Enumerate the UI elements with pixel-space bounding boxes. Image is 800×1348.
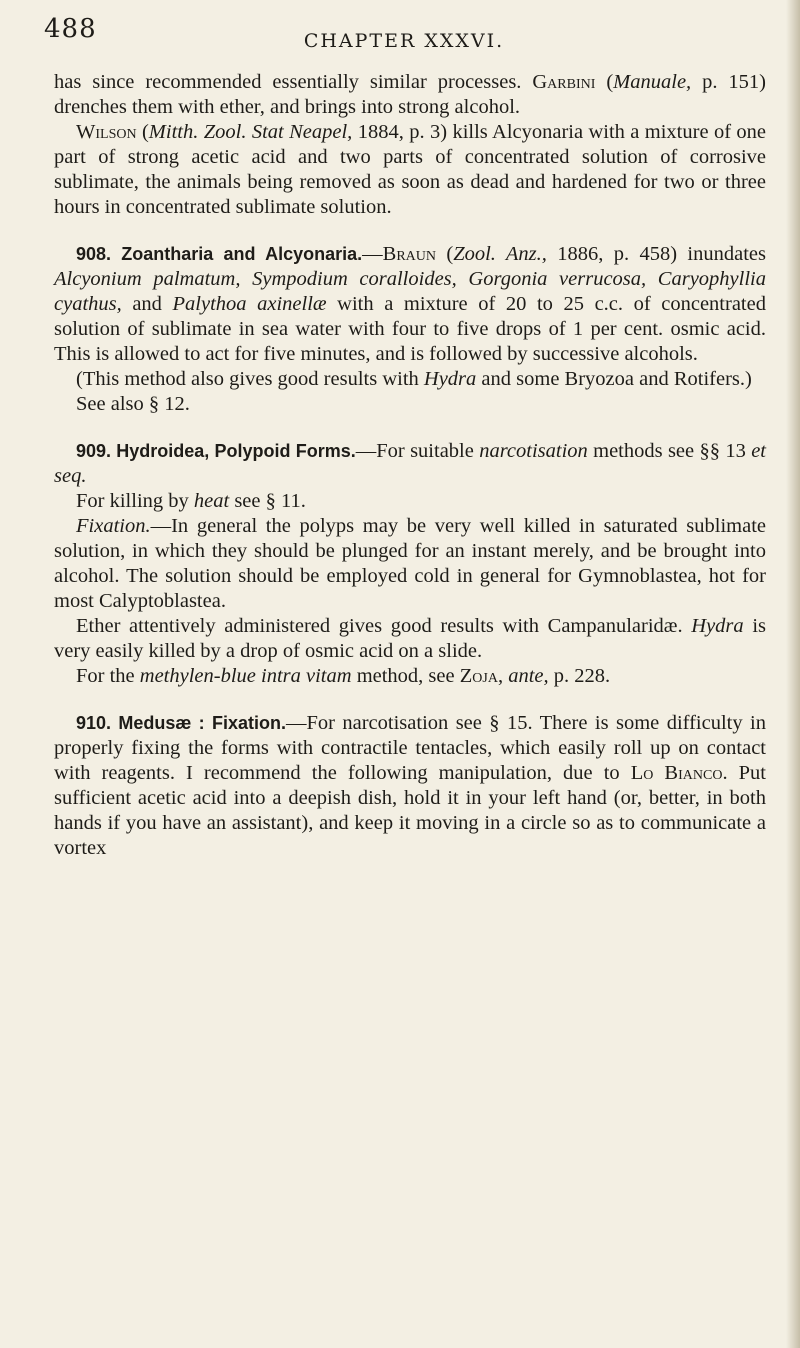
section-910: [54, 711, 766, 861]
body-text: [54, 70, 766, 861]
author-name: Braun: [382, 243, 436, 265]
author-name: Lo Bianco: [630, 762, 723, 784]
page-header: [44, 14, 764, 54]
text-run: p. 228.: [548, 665, 611, 687]
italic-term: narcotisation: [479, 440, 588, 462]
text-run: 1884, p. 3) kills Alcyonaria with a mixture of one part of strong acetic acid and two parts of concentrated solution of corrosive sublimate, the animals being removed as soon as dead and hardened for two or three hours in concentrated sublimate solution.: [54, 121, 767, 218]
text-run: ,: [497, 665, 509, 687]
paragraph-909-heat: [54, 489, 766, 514]
text-run: Ether attentively administered gives good results with Campanularidæ.: [76, 615, 692, 637]
page-number: 488: [44, 14, 97, 44]
italic-term: ante,: [508, 665, 549, 687]
text-run: 1886, p. 458) inundates: [546, 243, 767, 265]
section-heading: 908. Zoantharia and Alcyonaria.: [76, 244, 363, 264]
running-head: CHAPTER XXXVI.: [303, 30, 505, 52]
italic-term: methylen-blue intra vitam: [139, 665, 352, 687]
paragraph-909-ether: [54, 614, 766, 664]
text-run: is very easily killed by a drop of osmic acid on a slide.: [54, 615, 766, 662]
paragraph-910-main: [54, 711, 766, 861]
italic-term: et seq.: [54, 440, 766, 487]
citation-title: Mitth. Zool. Stat Neapel,: [148, 121, 353, 143]
text-run: p. 151) drenches them with ether, and brings into strong alcohol.: [54, 71, 767, 118]
text-run: method, see: [351, 665, 460, 687]
paragraph-wilson: [54, 120, 766, 220]
author-name: Wilson: [76, 121, 137, 143]
citation-title: Zool. Anz.,: [453, 243, 547, 265]
italic-term: Fixation.: [76, 515, 151, 537]
species-name: Hydra: [423, 368, 477, 390]
citation-title: Manuale,: [613, 71, 692, 93]
species-names: Alcyonium palmatum, Sympodium coralloides, Gorgonia verrucosa, Caryophyllia cyathus,: [54, 268, 766, 315]
text-run: (: [595, 71, 614, 93]
paragraph-909-fixation: [54, 514, 766, 614]
text-run: with a mixture of 20 to 25 c.c. of concentrated solution of sublimate in sea water with four to five drops of 1 per cent. osmic acid. This is allowed to act for five minutes, and is followed by successive alcohols.: [54, 293, 766, 365]
text-run: and some Bryozoa and Rotifers.): [476, 368, 752, 390]
section-heading: 909. Hydroidea, Polypoid Forms.: [76, 441, 356, 461]
text-run: and: [121, 293, 173, 315]
text-run: . Put sufficient acetic acid into a deepish dish, hold it in your left hand (or, better, in both hands if you have an assistant), and keep it moving in a circle so as to communicate a vortex: [54, 762, 766, 859]
paragraph-908-note: [54, 367, 766, 392]
paragraph-intro: [54, 70, 766, 120]
species-name: Palythoa axinellæ: [172, 293, 327, 315]
text-run: (: [136, 121, 149, 143]
text-run: —For suitable: [355, 440, 480, 462]
paragraph-909-main: [54, 439, 766, 489]
text-run: For the: [76, 665, 140, 687]
paragraph-909-methylen: [54, 664, 766, 689]
author-name: Garbini: [532, 71, 596, 93]
paragraph-908-see-also: See also § 12.: [76, 393, 190, 415]
section-908: [54, 242, 766, 417]
page-edge-shadow: [786, 0, 800, 1348]
text-run: see § 11.: [229, 490, 306, 512]
author-name: Zoja: [459, 665, 498, 687]
section-909: [54, 439, 766, 689]
text-run: For killing by: [76, 490, 194, 512]
text-run: —: [362, 243, 383, 265]
species-name: Hydra: [691, 615, 744, 637]
text-run: —In general the polyps may be very well killed in saturated sublimate solution, in which they should be plunged for an instant merely, and be brought into alcohol. The solution should be employed cold in general for Gymnoblastea, hot for most Calyptoblastea.: [54, 515, 766, 612]
text-run: has since recommended essentially similar processes.: [54, 71, 533, 93]
section-heading: 910. Medusæ : Fixation.: [76, 713, 286, 733]
text-run: (: [435, 243, 454, 265]
italic-term: heat: [193, 490, 230, 512]
text-run: —For narcotisation see § 15. There is some difficulty in properly fixing the forms with contractile tentacles, which easily roll up on contact with reagents. I recommend the following manipulation, due to: [54, 712, 766, 784]
text-run: (This method also gives good results with: [76, 368, 424, 390]
text-run: methods see §§ 13: [587, 440, 752, 462]
paragraph-908-main: [54, 242, 766, 367]
